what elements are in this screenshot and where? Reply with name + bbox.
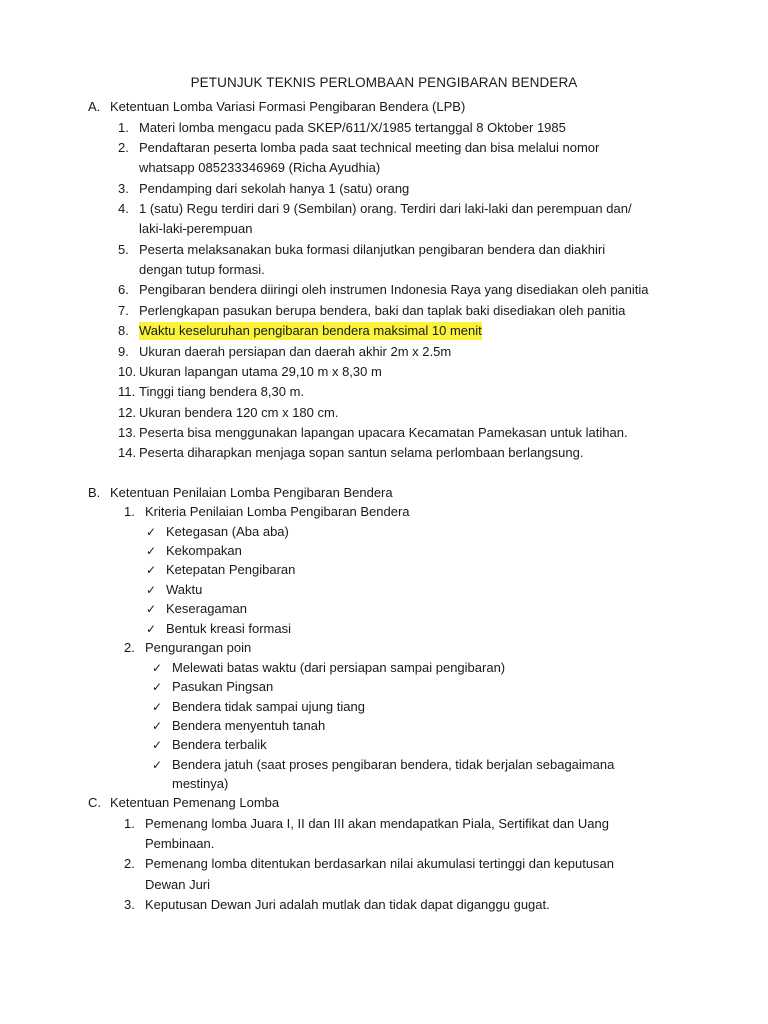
- item-c2-text-cont: Dewan Juri: [145, 877, 211, 892]
- criteria-item: Ketegasan (Aba aba): [166, 524, 289, 539]
- item-a12-text: Ukuran bendera 120 cm x 180 cm.: [139, 405, 339, 420]
- criteria-item: Bentuk kreasi formasi: [166, 621, 291, 636]
- item-a2-num: 2.: [118, 140, 129, 155]
- criteria-item: Keseragaman: [166, 601, 247, 616]
- item-a12-num: 12.: [118, 405, 137, 420]
- item-a5-text-cont: dengan tutup formasi.: [139, 262, 265, 277]
- item-a1-text: Materi lomba mengacu pada SKEP/611/X/1985 tertanggal 8 Oktober 1985: [139, 120, 566, 135]
- item-a11-text: Tinggi tiang bendera 8,30 m.: [139, 384, 305, 399]
- item-a8-num: 8.: [118, 323, 129, 338]
- item-a10-num: 10.: [118, 364, 137, 379]
- item-c3-text: Keputusan Dewan Juri adalah mutlak dan tidak dapat diganggu gugat.: [145, 897, 550, 912]
- sub-b2-num: 2.: [124, 640, 135, 655]
- item-c1-text-cont: Pembinaan.: [145, 836, 215, 851]
- section-a-heading: Ketentuan Lomba Variasi Formasi Pengibaran Bendera (LPB): [110, 99, 466, 114]
- check-icon: ✓: [152, 738, 163, 752]
- item-a3-text: Pendamping dari sekolah hanya 1 (satu) orang: [139, 181, 410, 196]
- section-b-heading: Ketentuan Penilaian Lomba Pengibaran Bendera: [110, 485, 393, 500]
- item-a14-num: 14.: [118, 445, 137, 460]
- check-icon: ✓: [152, 661, 163, 675]
- penalty-item: Bendera menyentuh tanah: [172, 718, 326, 733]
- item-a6-num: 6.: [118, 282, 129, 297]
- item-a3-num: 3.: [118, 181, 129, 196]
- item-a4-text: 1 (satu) Regu terdiri dari 9 (Sembilan) orang. Terdiri dari laki-laki dan perempuan dan/: [139, 201, 632, 216]
- check-icon: ✓: [146, 583, 157, 597]
- item-a6-text: Pengibaran bendera diiringi oleh instrumen Indonesia Raya yang disediakan oleh panitia: [139, 282, 649, 297]
- item-a4-num: 4.: [118, 201, 129, 216]
- item-a8-text-highlighted: Waktu keseluruhan pengibaran bendera maksimal 10 menit: [139, 323, 482, 338]
- section-b-marker: B.: [88, 485, 101, 500]
- sub-b2-heading: Pengurangan poin: [145, 640, 252, 655]
- criteria-item: Ketepatan Pengibaran: [166, 562, 296, 577]
- section-c-heading: Ketentuan Pemenang Lomba: [110, 795, 280, 810]
- criteria-item: Waktu: [166, 582, 203, 597]
- item-a14-text: Peserta diharapkan menjaga sopan santun selama perlombaan berlangsung.: [139, 445, 584, 460]
- check-icon: ✓: [146, 544, 157, 558]
- penalty-item: Bendera tidak sampai ujung tiang: [172, 699, 365, 714]
- item-c2-num: 2.: [124, 856, 135, 871]
- item-a1-num: 1.: [118, 120, 129, 135]
- item-a7-text: Perlengkapan pasukan berupa bendera, baki dan taplak baki disediakan oleh panitia: [139, 303, 626, 318]
- item-c1-text: Pemenang lomba Juara I, II dan III akan mendapatkan Piala, Sertifikat dan Uang: [145, 816, 609, 831]
- item-a9-num: 9.: [118, 344, 129, 359]
- penalty-item: Melewati batas waktu (dari persiapan sampai pengibaran): [172, 660, 506, 675]
- sub-b1-num: 1.: [124, 504, 135, 519]
- sub-b1-heading: Kriteria Penilaian Lomba Pengibaran Bendera: [145, 504, 410, 519]
- check-icon: ✓: [146, 602, 157, 616]
- check-icon: ✓: [152, 758, 163, 772]
- check-icon: ✓: [146, 622, 157, 636]
- page-title: PETUNJUK TEKNIS PERLOMBAAN PENGIBARAN BENDERA: [190, 75, 578, 90]
- item-a7-num: 7.: [118, 303, 129, 318]
- section-c-marker: C.: [88, 795, 101, 810]
- penalty-item-cont: mestinya): [172, 776, 229, 791]
- item-a5-num: 5.: [118, 242, 129, 257]
- item-a13-text: Peserta bisa menggunakan lapangan upacara Kecamatan Pamekasan untuk latihan.: [139, 425, 628, 440]
- check-icon: ✓: [146, 525, 157, 539]
- item-c2-text: Pemenang lomba ditentukan berdasarkan nilai akumulasi tertinggi dan keputusan: [145, 856, 615, 871]
- item-a13-num: 13.: [118, 425, 137, 440]
- section-a-marker: A.: [88, 99, 101, 114]
- item-a2-text-cont: whatsapp 085233346969 (Richa Ayudhia): [139, 160, 381, 175]
- item-a10-text: Ukuran lapangan utama 29,10 m x 8,30 m: [139, 364, 382, 379]
- item-a2-text: Pendaftaran peserta lomba pada saat technical meeting dan bisa melalui nomor: [139, 140, 600, 155]
- item-a5-text: Peserta melaksanakan buka formasi dilanjutkan pengibaran bendera dan diakhiri: [139, 242, 606, 257]
- penalty-item: Pasukan Pingsan: [172, 679, 274, 694]
- item-c1-num: 1.: [124, 816, 135, 831]
- check-icon: ✓: [146, 563, 157, 577]
- penalty-item: Bendera terbalik: [172, 737, 267, 752]
- check-icon: ✓: [152, 700, 163, 714]
- check-icon: ✓: [152, 719, 163, 733]
- item-a11-num: 11.: [118, 384, 136, 399]
- item-a9-text: Ukuran daerah persiapan dan daerah akhir 2m x 2.5m: [139, 344, 452, 359]
- penalty-item: Bendera jatuh (saat proses pengibaran bendera, tidak berjalan sebagaimana: [172, 757, 615, 772]
- criteria-item: Kekompakan: [166, 543, 242, 558]
- check-icon: ✓: [152, 680, 163, 694]
- item-c3-num: 3.: [124, 897, 135, 912]
- item-a4-text-cont: laki-laki-perempuan: [139, 221, 253, 236]
